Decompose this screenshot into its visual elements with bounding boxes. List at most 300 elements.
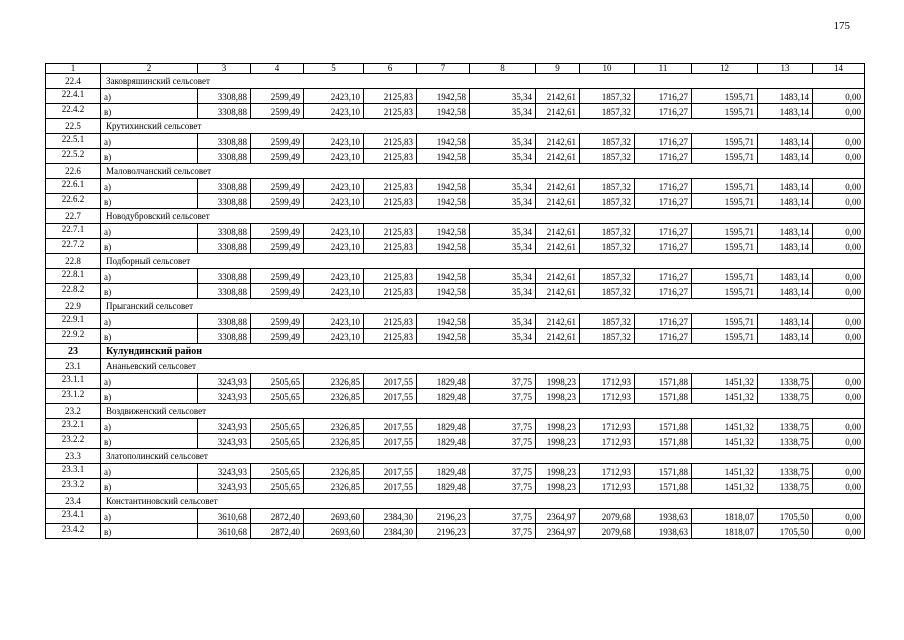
value-cell: 2693,60 (304, 509, 364, 524)
value-cell: 1483,14 (758, 89, 813, 104)
value-cell: 35,34 (470, 329, 536, 344)
value-cell: 2423,10 (304, 179, 364, 194)
value-cell: 2423,10 (304, 104, 364, 119)
value-cell: 1451,32 (692, 389, 758, 404)
value-cell: 1857,32 (580, 89, 635, 104)
row-subtype: а) (101, 419, 198, 434)
value-cell: 1818,07 (692, 524, 758, 539)
value-cell: 1483,14 (758, 239, 813, 254)
section-row (46, 494, 865, 509)
value-cell: 2125,83 (364, 179, 417, 194)
value-cell: 37,75 (470, 509, 536, 524)
header-cell: 8 (470, 64, 536, 74)
value-cell: 2423,10 (304, 89, 364, 104)
value-cell: 2423,10 (304, 224, 364, 239)
value-cell: 2326,85 (304, 479, 364, 494)
row-subtype: в) (101, 194, 198, 209)
table-row (46, 389, 865, 404)
row-subtype: а) (101, 134, 198, 149)
value-cell: 0,00 (813, 479, 865, 494)
section-code: 23 (46, 344, 101, 359)
value-cell: 1483,14 (758, 329, 813, 344)
value-cell: 1712,93 (580, 434, 635, 449)
row-code: 22.9.2 (46, 329, 101, 344)
table-row (46, 179, 865, 194)
value-cell: 1942,58 (417, 269, 470, 284)
value-cell: 1716,27 (635, 149, 692, 164)
header-cell: 4 (251, 64, 304, 74)
value-cell: 1938,63 (635, 509, 692, 524)
value-cell: 2599,49 (251, 194, 304, 209)
table-row (46, 434, 865, 449)
section-title: Кулундинский район (101, 344, 865, 359)
value-cell: 1716,27 (635, 269, 692, 284)
value-cell: 2326,85 (304, 419, 364, 434)
section-code: 22.5 (46, 119, 101, 134)
value-cell: 2142,61 (536, 284, 580, 299)
table-row (46, 464, 865, 479)
row-code: 22.7.1 (46, 224, 101, 239)
value-cell: 2505,65 (251, 419, 304, 434)
value-cell: 1942,58 (417, 149, 470, 164)
value-cell: 1338,75 (758, 434, 813, 449)
value-cell: 2142,61 (536, 224, 580, 239)
table-row (46, 224, 865, 239)
value-cell: 1829,48 (417, 389, 470, 404)
section-title: Заковряшинский сельсовет (101, 74, 865, 89)
table-row (46, 149, 865, 164)
value-cell: 2384,30 (364, 509, 417, 524)
value-cell: 1571,88 (635, 434, 692, 449)
value-cell: 37,75 (470, 524, 536, 539)
row-subtype: в) (101, 524, 198, 539)
value-cell: 2142,61 (536, 149, 580, 164)
value-cell: 1857,32 (580, 239, 635, 254)
value-cell: 3308,88 (198, 314, 251, 329)
value-cell: 1595,71 (692, 329, 758, 344)
table-row (46, 239, 865, 254)
row-subtype: в) (101, 239, 198, 254)
value-cell: 2364,97 (536, 509, 580, 524)
value-cell: 1716,27 (635, 179, 692, 194)
value-cell: 2125,83 (364, 239, 417, 254)
value-cell: 1716,27 (635, 239, 692, 254)
value-cell: 1998,23 (536, 479, 580, 494)
header-cell: 2 (101, 64, 198, 74)
value-cell: 2599,49 (251, 134, 304, 149)
row-subtype: а) (101, 224, 198, 239)
value-cell: 1716,27 (635, 329, 692, 344)
value-cell: 2599,49 (251, 314, 304, 329)
value-cell: 2505,65 (251, 479, 304, 494)
row-code: 22.4.2 (46, 104, 101, 119)
table-row (46, 194, 865, 209)
section-code: 22.4 (46, 74, 101, 89)
value-cell: 37,75 (470, 434, 536, 449)
value-cell: 2423,10 (304, 284, 364, 299)
section-row (46, 119, 865, 134)
value-cell: 1712,93 (580, 464, 635, 479)
value-cell: 35,34 (470, 104, 536, 119)
value-cell: 2125,83 (364, 89, 417, 104)
section-code: 23.4 (46, 494, 101, 509)
value-cell: 2142,61 (536, 269, 580, 284)
value-cell: 2423,10 (304, 329, 364, 344)
value-cell: 1942,58 (417, 89, 470, 104)
value-cell: 1451,32 (692, 434, 758, 449)
value-cell: 1998,23 (536, 419, 580, 434)
table-row (46, 134, 865, 149)
value-cell: 1829,48 (417, 464, 470, 479)
value-cell: 1857,32 (580, 314, 635, 329)
value-cell: 2017,55 (364, 419, 417, 434)
section-row (46, 404, 865, 419)
header-cell: 10 (580, 64, 635, 74)
section-row (46, 449, 865, 464)
row-code: 22.9.1 (46, 314, 101, 329)
table-row (46, 374, 865, 389)
value-cell: 0,00 (813, 524, 865, 539)
value-cell: 35,34 (470, 224, 536, 239)
section-code: 23.1 (46, 359, 101, 374)
value-cell: 2125,83 (364, 314, 417, 329)
value-cell: 2196,23 (417, 524, 470, 539)
value-cell: 0,00 (813, 314, 865, 329)
section-row (46, 359, 865, 374)
value-cell: 2125,83 (364, 104, 417, 119)
value-cell: 2125,83 (364, 329, 417, 344)
row-subtype: а) (101, 314, 198, 329)
row-subtype: а) (101, 269, 198, 284)
value-cell: 2125,83 (364, 134, 417, 149)
value-cell: 3243,93 (198, 479, 251, 494)
value-cell: 0,00 (813, 419, 865, 434)
section-title: Воздвиженский сельсовет (101, 404, 865, 419)
row-subtype: в) (101, 149, 198, 164)
value-cell: 1571,88 (635, 389, 692, 404)
value-cell: 1338,75 (758, 479, 813, 494)
value-cell: 37,75 (470, 419, 536, 434)
value-cell: 1483,14 (758, 284, 813, 299)
value-cell: 1451,32 (692, 479, 758, 494)
value-cell: 35,34 (470, 284, 536, 299)
row-subtype: а) (101, 509, 198, 524)
section-row (46, 254, 865, 269)
value-cell: 1829,48 (417, 374, 470, 389)
value-cell: 1942,58 (417, 284, 470, 299)
value-cell: 2423,10 (304, 134, 364, 149)
value-cell: 2599,49 (251, 329, 304, 344)
value-cell: 1338,75 (758, 419, 813, 434)
row-code: 23.3.1 (46, 464, 101, 479)
value-cell: 35,34 (470, 194, 536, 209)
section-title: Златополинский сельсовет (101, 449, 865, 464)
value-cell: 1829,48 (417, 419, 470, 434)
row-code: 23.1.1 (46, 374, 101, 389)
row-subtype: в) (101, 104, 198, 119)
value-cell: 1451,32 (692, 419, 758, 434)
value-cell: 2505,65 (251, 389, 304, 404)
value-cell: 3308,88 (198, 269, 251, 284)
row-code: 23.3.2 (46, 479, 101, 494)
value-cell: 3308,88 (198, 329, 251, 344)
value-cell: 1716,27 (635, 314, 692, 329)
row-code: 22.5.1 (46, 134, 101, 149)
value-cell: 0,00 (813, 179, 865, 194)
value-cell: 3610,68 (198, 509, 251, 524)
value-cell: 3308,88 (198, 179, 251, 194)
section-row (46, 299, 865, 314)
value-cell: 1338,75 (758, 389, 813, 404)
section-title: Новодубровский сельсовет (101, 209, 865, 224)
row-code: 22.6.2 (46, 194, 101, 209)
value-cell: 0,00 (813, 434, 865, 449)
row-code: 22.6.1 (46, 179, 101, 194)
section-code: 23.3 (46, 449, 101, 464)
value-cell: 1716,27 (635, 89, 692, 104)
header-cell: 1 (46, 64, 101, 74)
value-cell: 1857,32 (580, 104, 635, 119)
value-cell: 1595,71 (692, 284, 758, 299)
value-cell: 1716,27 (635, 194, 692, 209)
value-cell: 1483,14 (758, 224, 813, 239)
value-cell: 1595,71 (692, 149, 758, 164)
value-cell: 1483,14 (758, 194, 813, 209)
value-cell: 0,00 (813, 284, 865, 299)
row-code: 23.1.2 (46, 389, 101, 404)
value-cell: 3308,88 (198, 284, 251, 299)
value-cell: 2872,40 (251, 509, 304, 524)
row-subtype: в) (101, 434, 198, 449)
value-cell: 2125,83 (364, 224, 417, 239)
value-cell: 1451,32 (692, 464, 758, 479)
value-cell: 1857,32 (580, 134, 635, 149)
value-cell: 1942,58 (417, 179, 470, 194)
value-cell: 0,00 (813, 329, 865, 344)
value-cell: 2142,61 (536, 239, 580, 254)
row-code: 22.8.2 (46, 284, 101, 299)
value-cell: 2017,55 (364, 479, 417, 494)
value-cell: 2079,68 (580, 524, 635, 539)
table-row (46, 269, 865, 284)
value-cell: 0,00 (813, 194, 865, 209)
value-cell: 1716,27 (635, 134, 692, 149)
value-cell: 1998,23 (536, 434, 580, 449)
row-subtype: а) (101, 464, 198, 479)
section-code: 23.2 (46, 404, 101, 419)
row-subtype: в) (101, 284, 198, 299)
value-cell: 1595,71 (692, 194, 758, 209)
value-cell: 2196,23 (417, 509, 470, 524)
header-cell: 12 (692, 64, 758, 74)
section-row (46, 74, 865, 89)
value-cell: 1942,58 (417, 239, 470, 254)
value-cell: 35,34 (470, 89, 536, 104)
row-subtype: в) (101, 329, 198, 344)
value-cell: 2326,85 (304, 434, 364, 449)
header-cell: 3 (198, 64, 251, 74)
value-cell: 1595,71 (692, 224, 758, 239)
value-cell: 2505,65 (251, 374, 304, 389)
row-subtype: а) (101, 179, 198, 194)
value-cell: 2505,65 (251, 434, 304, 449)
value-cell: 35,34 (470, 314, 536, 329)
value-cell: 0,00 (813, 104, 865, 119)
value-cell: 2017,55 (364, 464, 417, 479)
value-cell: 2423,10 (304, 269, 364, 284)
value-cell: 2142,61 (536, 89, 580, 104)
value-cell: 2142,61 (536, 134, 580, 149)
section-title: Константиновский сельсовет (101, 494, 865, 509)
value-cell: 1857,32 (580, 269, 635, 284)
value-cell: 1571,88 (635, 419, 692, 434)
value-cell: 1712,93 (580, 374, 635, 389)
value-cell: 3308,88 (198, 134, 251, 149)
value-cell: 1857,32 (580, 224, 635, 239)
value-cell: 1942,58 (417, 194, 470, 209)
row-code: 23.2.1 (46, 419, 101, 434)
table-row (46, 524, 865, 539)
value-cell: 2599,49 (251, 239, 304, 254)
table-row (46, 419, 865, 434)
table-row (46, 329, 865, 344)
value-cell: 0,00 (813, 389, 865, 404)
value-cell: 2364,97 (536, 524, 580, 539)
value-cell: 1998,23 (536, 464, 580, 479)
value-cell: 1483,14 (758, 104, 813, 119)
section-title: Маловолчанский сельсовет (101, 164, 865, 179)
value-cell: 1483,14 (758, 269, 813, 284)
row-subtype: в) (101, 479, 198, 494)
row-code: 22.5.2 (46, 149, 101, 164)
value-cell: 2125,83 (364, 194, 417, 209)
header-cell: 7 (417, 64, 470, 74)
value-cell: 3308,88 (198, 104, 251, 119)
value-cell: 1942,58 (417, 134, 470, 149)
value-cell: 3243,93 (198, 389, 251, 404)
header-cell: 14 (813, 64, 865, 74)
row-subtype: а) (101, 374, 198, 389)
section-row (46, 209, 865, 224)
header-cell: 11 (635, 64, 692, 74)
row-subtype: а) (101, 89, 198, 104)
value-cell: 37,75 (470, 374, 536, 389)
value-cell: 1595,71 (692, 89, 758, 104)
value-cell: 2142,61 (536, 329, 580, 344)
value-cell: 1716,27 (635, 104, 692, 119)
value-cell: 1942,58 (417, 224, 470, 239)
value-cell: 2079,68 (580, 509, 635, 524)
value-cell: 2017,55 (364, 389, 417, 404)
row-code: 23.2.2 (46, 434, 101, 449)
value-cell: 2423,10 (304, 314, 364, 329)
value-cell: 2693,60 (304, 524, 364, 539)
value-cell: 2423,10 (304, 239, 364, 254)
value-cell: 3308,88 (198, 239, 251, 254)
section-code: 22.9 (46, 299, 101, 314)
value-cell: 35,34 (470, 149, 536, 164)
value-cell: 2125,83 (364, 149, 417, 164)
value-cell: 0,00 (813, 239, 865, 254)
value-cell: 2384,30 (364, 524, 417, 539)
header-cell: 5 (304, 64, 364, 74)
value-cell: 2423,10 (304, 149, 364, 164)
page-number: 175 (833, 20, 850, 32)
value-cell: 1998,23 (536, 389, 580, 404)
value-cell: 3308,88 (198, 194, 251, 209)
value-cell: 1998,23 (536, 374, 580, 389)
value-cell: 0,00 (813, 509, 865, 524)
value-cell: 1857,32 (580, 149, 635, 164)
value-cell: 1857,32 (580, 284, 635, 299)
section-code: 22.8 (46, 254, 101, 269)
row-code: 22.7.2 (46, 239, 101, 254)
value-cell: 35,34 (470, 179, 536, 194)
header-cell: 9 (536, 64, 580, 74)
value-cell: 1483,14 (758, 179, 813, 194)
value-cell: 1595,71 (692, 239, 758, 254)
section-title: Прыганский сельсовет (101, 299, 865, 314)
value-cell: 2599,49 (251, 284, 304, 299)
value-cell: 2142,61 (536, 104, 580, 119)
value-cell: 1338,75 (758, 374, 813, 389)
value-cell: 2599,49 (251, 89, 304, 104)
value-cell: 2872,40 (251, 524, 304, 539)
value-cell: 1595,71 (692, 314, 758, 329)
value-cell: 1571,88 (635, 479, 692, 494)
value-cell: 0,00 (813, 269, 865, 284)
table-row (46, 284, 865, 299)
table-row (46, 104, 865, 119)
section-title: Крутихинский сельсовет (101, 119, 865, 134)
value-cell: 2326,85 (304, 374, 364, 389)
value-cell: 2142,61 (536, 314, 580, 329)
value-cell: 2142,61 (536, 179, 580, 194)
value-cell: 1712,93 (580, 419, 635, 434)
value-cell: 35,34 (470, 239, 536, 254)
header-cell: 6 (364, 64, 417, 74)
value-cell: 1829,48 (417, 479, 470, 494)
value-cell: 1705,50 (758, 509, 813, 524)
header-row (46, 64, 865, 74)
value-cell: 1483,14 (758, 149, 813, 164)
value-cell: 35,34 (470, 134, 536, 149)
value-cell: 3243,93 (198, 374, 251, 389)
section-title: Ананьевский сельсовет (101, 359, 865, 374)
value-cell: 1829,48 (417, 434, 470, 449)
value-cell: 0,00 (813, 89, 865, 104)
value-cell: 1338,75 (758, 464, 813, 479)
value-cell: 1712,93 (580, 389, 635, 404)
value-cell: 2599,49 (251, 224, 304, 239)
value-cell: 2125,83 (364, 269, 417, 284)
section-row (46, 344, 865, 359)
table-row (46, 89, 865, 104)
row-code: 22.4.1 (46, 89, 101, 104)
value-cell: 1716,27 (635, 224, 692, 239)
value-cell: 37,75 (470, 464, 536, 479)
value-cell: 2326,85 (304, 464, 364, 479)
row-subtype: в) (101, 389, 198, 404)
value-cell: 2326,85 (304, 389, 364, 404)
value-cell: 3243,93 (198, 419, 251, 434)
value-cell: 1942,58 (417, 314, 470, 329)
value-cell: 1483,14 (758, 134, 813, 149)
value-cell: 1705,50 (758, 524, 813, 539)
row-code: 22.8.1 (46, 269, 101, 284)
value-cell: 1942,58 (417, 104, 470, 119)
section-title: Подборный сельсовет (101, 254, 865, 269)
